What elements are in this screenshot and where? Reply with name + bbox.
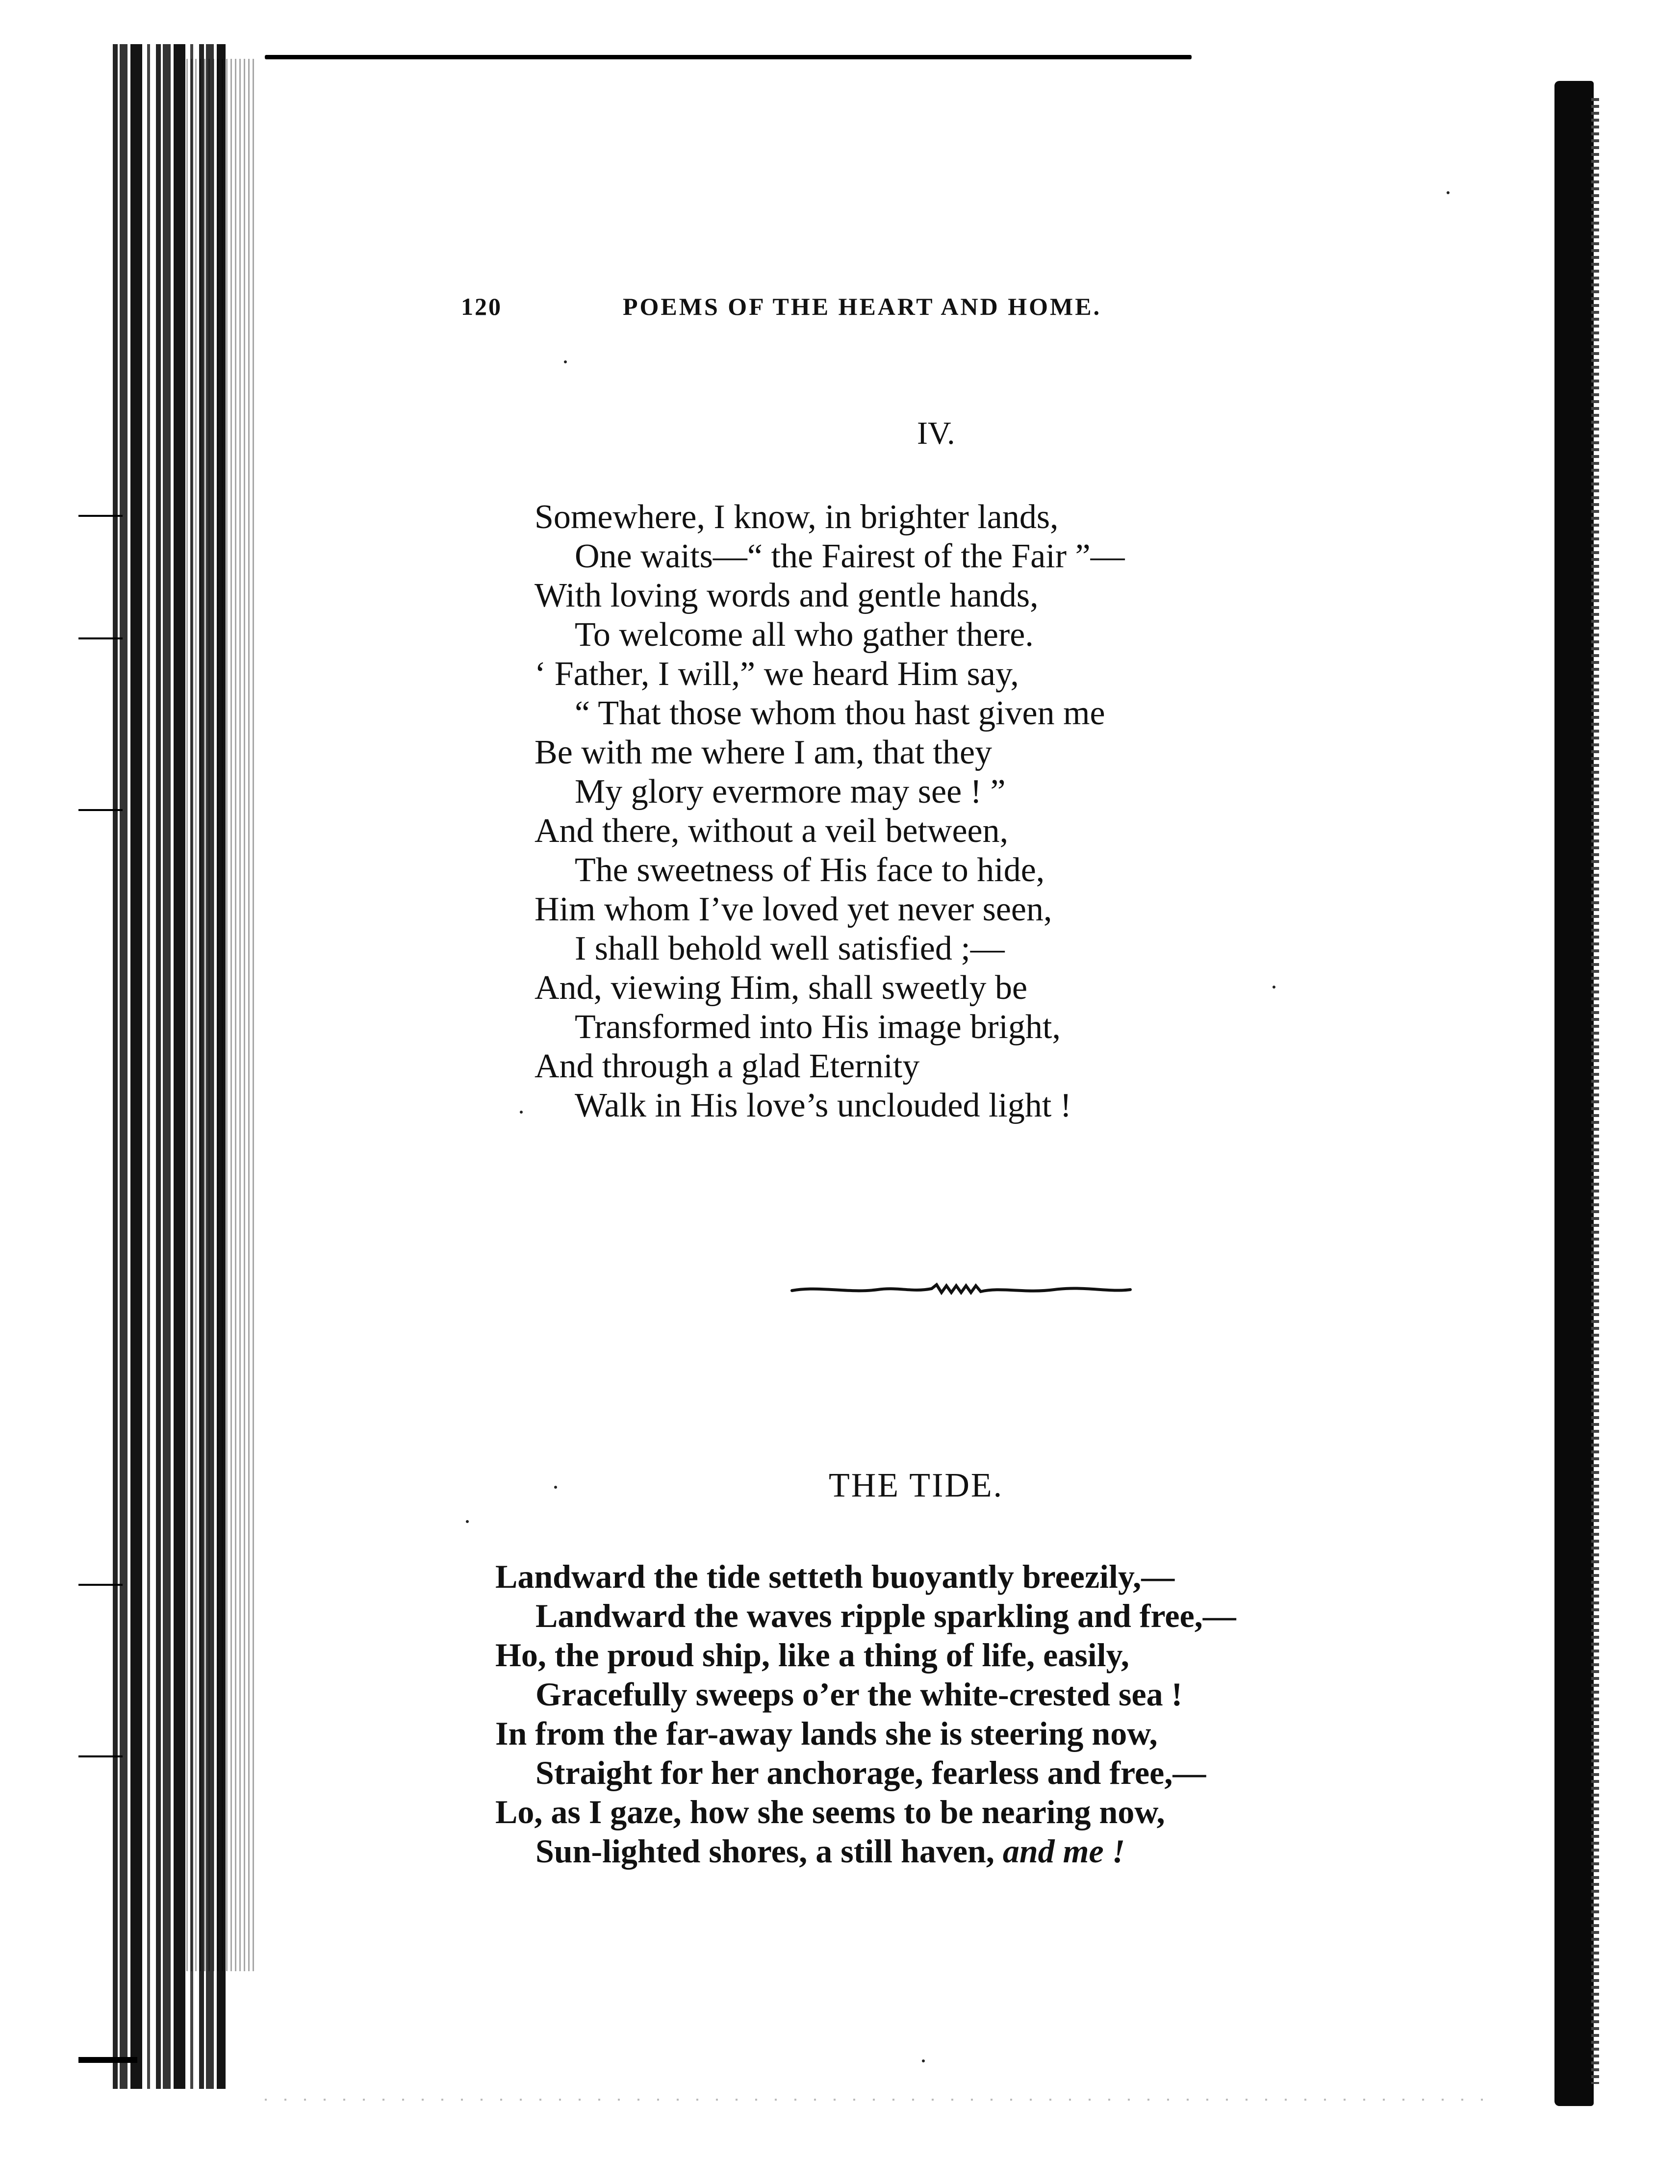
scan-binding-right-texture: [1591, 98, 1599, 2084]
poem-line: Lo, as I gaze, how she seems to be nearing now,: [495, 1793, 1165, 1830]
section-poem-lines: [535, 498, 1125, 1125]
poem-line: With loving words and gentle hands,: [535, 577, 1039, 614]
scan-bottom-specks: [265, 2099, 1491, 2101]
scan-mark: [78, 1755, 123, 1757]
scan-binding-right: [1554, 81, 1594, 2106]
poem-line-final: [495, 1831, 1236, 1871]
poem-line: And there, without a veil between,: [535, 812, 1009, 850]
ornament-divider: [789, 1280, 1133, 1299]
poem-line: In from the far-away lands she is steering now,: [495, 1715, 1158, 1752]
scan-speck: [922, 2059, 925, 2062]
scan-speck: [564, 360, 567, 363]
section-heading: IV.: [917, 415, 955, 451]
running-head-title: POEMS OF THE HEART AND HOME.: [623, 293, 1102, 320]
scan-speck: [466, 1520, 469, 1523]
scan-mark: [78, 1584, 123, 1586]
scan-speck: [520, 1111, 523, 1114]
scan-speck: [1447, 191, 1450, 194]
poem-line: ‘ Father, I will,” we heard Him say,: [535, 655, 1019, 693]
scan-speck: [554, 1486, 557, 1489]
poem-title: THE TIDE.: [829, 1467, 1004, 1504]
poem-line: Ho, the proud ship, like a thing of life, easily,: [495, 1636, 1129, 1674]
scan-speck: [1273, 986, 1275, 989]
poem-line: Gracefully sweeps o’er the white-crested sea !: [535, 1676, 1183, 1713]
poem-line: I shall behold well satisfied ;—: [575, 930, 1005, 967]
poem-line: Straight for her anchorage, fearless and free,—: [535, 1754, 1206, 1791]
poem-line: Somewhere, I know, in brighter lands,: [535, 498, 1059, 536]
poem-line: The sweetness of His face to hide,: [575, 851, 1045, 889]
scan-binding-texture: [186, 59, 255, 1971]
poem-line-text: Sun-lighted shores, a still haven,: [535, 1832, 994, 1870]
poem-line: To welcome all who gather there.: [575, 616, 1034, 654]
scan-mark: [78, 2057, 137, 2063]
poem-line: Transformed into His image bright,: [575, 1008, 1061, 1046]
tide-poem-lines: [495, 1557, 1236, 1871]
poem-line: And, viewing Him, shall sweetly be: [535, 969, 1028, 1007]
poem-line: Be with me where I am, that they: [535, 734, 993, 771]
poem-line: Landward the waves ripple sparkling and free,—: [535, 1597, 1236, 1634]
poem-line: One waits—“ the Fairest of the Fair ”—: [575, 537, 1125, 575]
running-head: [461, 292, 1101, 321]
poem-line: “ That those whom thou hast given me: [575, 694, 1105, 732]
scan-mark: [78, 515, 123, 517]
scan-mark: [78, 637, 123, 639]
poem-line: Walk in His love’s unclouded light !: [575, 1087, 1072, 1124]
poem-line: Landward the tide setteth buoyantly breezily,—: [495, 1558, 1175, 1595]
page-number: 120: [461, 293, 502, 320]
poem-line: My glory evermore may see ! ”: [575, 773, 1006, 811]
top-rule: [265, 55, 1192, 59]
poem-line: And through a glad Eternity: [535, 1047, 920, 1085]
poem-line: Him whom I’ve loved yet never seen,: [535, 890, 1052, 928]
poem-line-italic-end: and me !: [1002, 1832, 1125, 1870]
scan-mark: [78, 809, 123, 811]
